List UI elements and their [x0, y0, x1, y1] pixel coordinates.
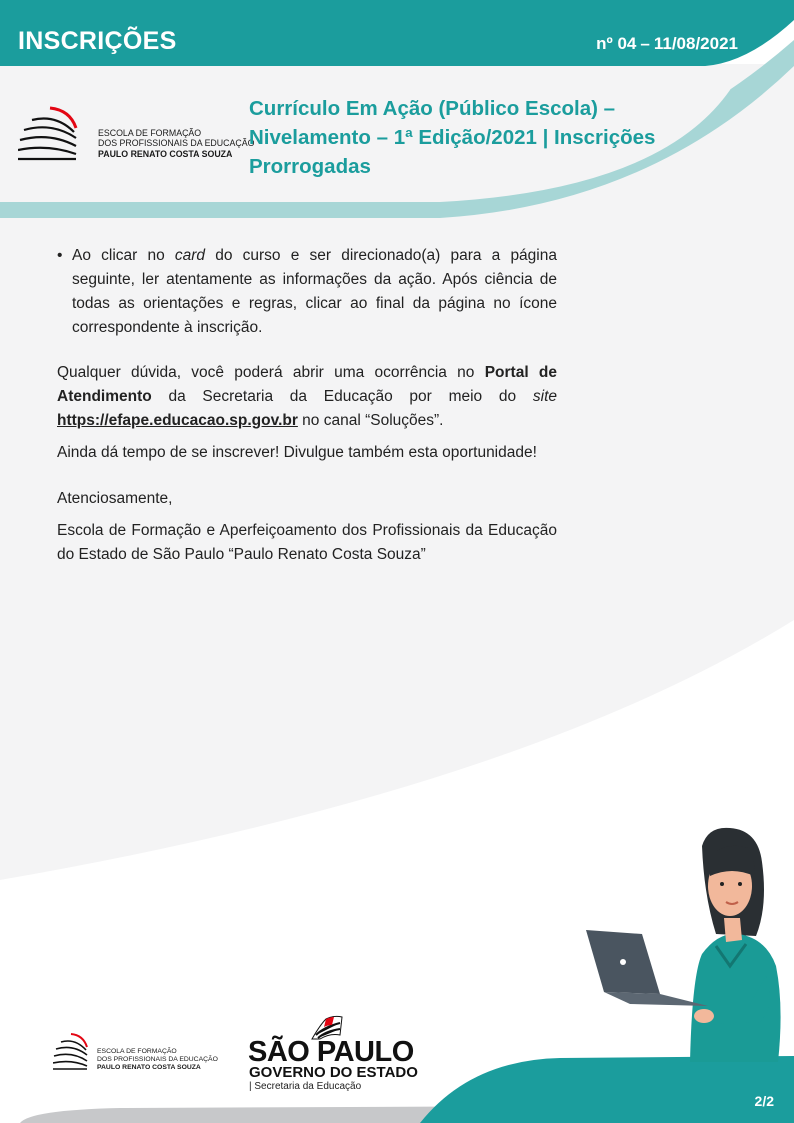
woman-with-laptop-illustration: [580, 826, 790, 1062]
help-text-3: no canal “Soluções”.: [297, 412, 444, 429]
sao-paulo-name: SÃO PAULO: [248, 1036, 414, 1068]
bullet-dot: •: [57, 247, 63, 264]
issue-separator: –: [640, 34, 650, 53]
footer-logo-line-3: PAULO RENATO COSTA SOUZA: [97, 1064, 201, 1072]
instruction-text-2: do curso e ser direcionado(a) para a página seguinte, ler atentamente as informações da ação. Após ciência de todas as orientações e regras, clicar ao final da página no ícone correspondente à inscrição.: [72, 247, 557, 336]
main-content: [57, 244, 557, 575]
logo-line-1: ESCOLA DE FORMAÇÃO: [98, 128, 202, 138]
efape-link[interactable]: https://efape.educacao.sp.gov.br: [57, 412, 298, 429]
signature: Escola de Formação e Aperfeiçoamento dos Profissionais da Educação do Estado de São Paulo “Paulo Renato Costa Souza”: [57, 522, 557, 563]
portal-name: Portal de Atendimento: [57, 364, 557, 405]
issue-info: [596, 34, 738, 54]
encourage-paragraph: Ainda dá tempo de se inscrever! Divulgue também esta oportunidade!: [57, 444, 537, 461]
page-number: 2/2: [754, 1093, 774, 1109]
closing: Atenciosamente,: [57, 490, 173, 507]
instruction-text-1: Ao clicar no: [72, 247, 175, 264]
logo-line-3: PAULO RENATO COSTA SOUZA: [98, 148, 233, 159]
issue-date: 11/08/2021: [653, 34, 738, 53]
help-emphasis: site: [532, 388, 557, 405]
sao-paulo-government-logo: [248, 1015, 418, 1095]
footer-logo-line-1: ESCOLA DE FORMAÇÃO: [97, 1048, 177, 1055]
help-paragraph: [57, 361, 557, 433]
governo-do-estado: GOVERNO DO ESTADO: [249, 1064, 418, 1081]
help-text-1: Qualquer dúvida, você poderá abrir uma ocorrência no: [57, 364, 485, 381]
footer-efape-logo-text: [97, 1048, 218, 1073]
efape-logo-mark: [18, 106, 98, 162]
footer-efape-logo: [53, 1032, 223, 1078]
section-title: INSCRIÇÕES: [18, 27, 177, 55]
efape-logo: [18, 106, 255, 162]
secretaria-da-educacao: | Secretaria da Educação: [249, 1081, 361, 1092]
footer-teal-shape: [420, 1056, 794, 1123]
instruction-bullet: [57, 244, 557, 340]
issue-number: nº 04: [596, 34, 637, 53]
instruction-text: [72, 244, 557, 340]
help-text-2: da Secretaria da Educação por meio do: [151, 388, 533, 405]
page-title: Currículo Em Ação (Público Escola) – Nivelamento – 1ª Edição/2021 | Inscrições Prorrogadas: [249, 97, 656, 178]
footer-logo-line-2: DOS PROFISSIONAIS DA EDUCAÇÃO: [97, 1056, 218, 1064]
efape-logo-text: [98, 128, 254, 159]
instruction-emphasis: card: [174, 247, 206, 264]
footer-efape-logo-mark: [53, 1032, 97, 1072]
logo-line-2: DOS PROFISSIONAIS DA EDUCAÇÃO: [98, 138, 255, 149]
